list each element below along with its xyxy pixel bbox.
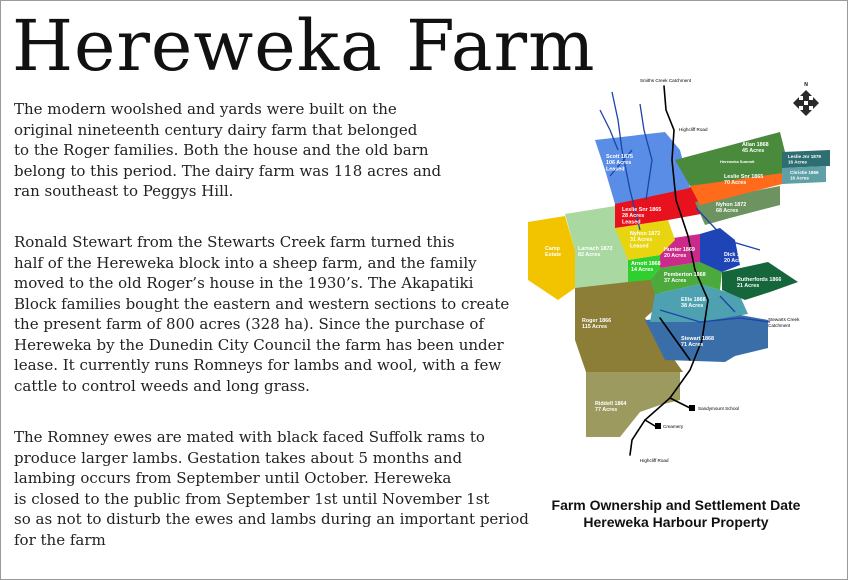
text-line: lambing occurs from September until October. Hereweka (14, 469, 452, 487)
parcel-label-ellis: Ellis 1868 38 Acres (681, 297, 706, 310)
parcel-label-nyhon-1872-b: Nyhon 1872 31 Acres Leased (630, 231, 661, 250)
compass-north-label: N (804, 82, 808, 88)
farm-ownership-map (520, 70, 840, 495)
place-label-highcliff-road-north: Highcliff Road (679, 127, 708, 132)
sandymount-school-marker (689, 405, 695, 411)
compass-rose-icon (793, 82, 819, 116)
text-line: for the farm (14, 530, 106, 549)
parcel-label-nyhon-1872-a: Nyhon 1872 68 Acres (716, 202, 747, 215)
parcel-label-roger: Roger 1866 115 Acres (582, 318, 612, 331)
text-line: The Romney ewes are mated with black faced Suffolk rams to (14, 428, 485, 446)
parcel-label-pemberton: Pemberton 1868 37 Acres (664, 272, 706, 285)
parcel-label-arnott: Arnott 1868 14 Acres (631, 261, 661, 274)
paragraph-sheep-farm (14, 232, 509, 396)
parcel-label-christie: Christie 1866 16 Acres (790, 170, 819, 181)
parcel-label-hereweka-summit: Hereweka Summit (720, 159, 755, 164)
caption-line: Farm Ownership and Settlement Date (551, 497, 801, 513)
page-title: Hereweka Farm (12, 5, 596, 87)
text-line: moved to the old Roger’s house in the 1930’s. The Akapatiki (14, 274, 474, 292)
parcel-label-stewart: Stewart 1868 71 Acres (681, 336, 714, 349)
paragraph-history (14, 99, 441, 202)
text-line: belong to this period. The dairy farm was 118 acres and (14, 161, 442, 180)
place-label-stewarts-creek: Stewarts Creek Catchment (768, 317, 800, 328)
parcel-label-riddell: Riddell 1864 77 Acres (595, 401, 627, 414)
text-line: Block families bought the eastern and western sections to create (14, 294, 510, 313)
parcel-label-leslie-jnr: Leslie Jnr 1879 16 Acres (788, 154, 821, 165)
text-line: so as not to disturb the ewes and lambs during an important period (14, 510, 529, 528)
parcel-label-hunter: Hunter 1869 20 Acres (664, 247, 695, 260)
place-label-sandymount-school: Sandymount School (698, 406, 740, 411)
text-line: produce larger lambs. Gestation takes about 5 months and (14, 448, 463, 467)
map-caption (528, 497, 824, 531)
parcel-label-leslie-snr-1865-b: Leslie Snr 1865 28 Acres Leased (622, 207, 662, 226)
text-line: Ronald Stewart from the Stewarts Creek farm turned this (14, 233, 455, 251)
text-line: is closed to the public from September 1st until November 1st (14, 489, 490, 508)
parcel-label-scott: Scott 1875 106 Acres Leased (606, 154, 633, 173)
place-label-smiths-creek: Smiths Creek Catchment (640, 78, 692, 83)
parcel-label-camp-estate: Camp Estate (545, 246, 562, 259)
text-line: ran southeast to Peggys Hill. (14, 182, 234, 200)
text-line: The modern woolshed and yards were built on the (14, 100, 397, 118)
text-line: lease. It currently runs Romneys for lambs and wool, with a few (14, 356, 502, 374)
parcel-label-allan: Allan 1868 45 Acres (742, 142, 769, 155)
road-to-creamery (645, 420, 655, 426)
parcel-label-larnach: Larnach 1872 82 Acres (578, 246, 613, 259)
place-label-highcliff-road-south: Highcliff Road (640, 458, 669, 463)
text-line: the present farm of 800 acres (328 ha). Since the purchase of (14, 315, 484, 333)
parcel-label-rutherfords: Rutherfords 1866 21 Acres (737, 277, 782, 290)
text-line: half of the Hereweka block into a sheep farm, and the family (14, 253, 477, 272)
text-line: cattle to control weeds and long grass. (14, 376, 310, 395)
text-line: to the Roger families. Both the house and the old barn (14, 141, 429, 159)
place-label-creamery: Creamery (663, 424, 684, 429)
creamery-marker (655, 423, 661, 429)
text-line: Hereweka by the Dunedin City Council the farm has been under (14, 335, 504, 354)
caption-line: Hereweka Harbour Property (583, 514, 769, 530)
parcel-label-dick: Dick 1868 20 Acres (724, 252, 749, 265)
parcel-label-leslie-snr-1865: Leslie Snr 1865 70 Acres (724, 174, 764, 187)
text-line: original nineteenth century dairy farm that belonged (14, 120, 418, 139)
paragraph-lambing (14, 427, 529, 550)
